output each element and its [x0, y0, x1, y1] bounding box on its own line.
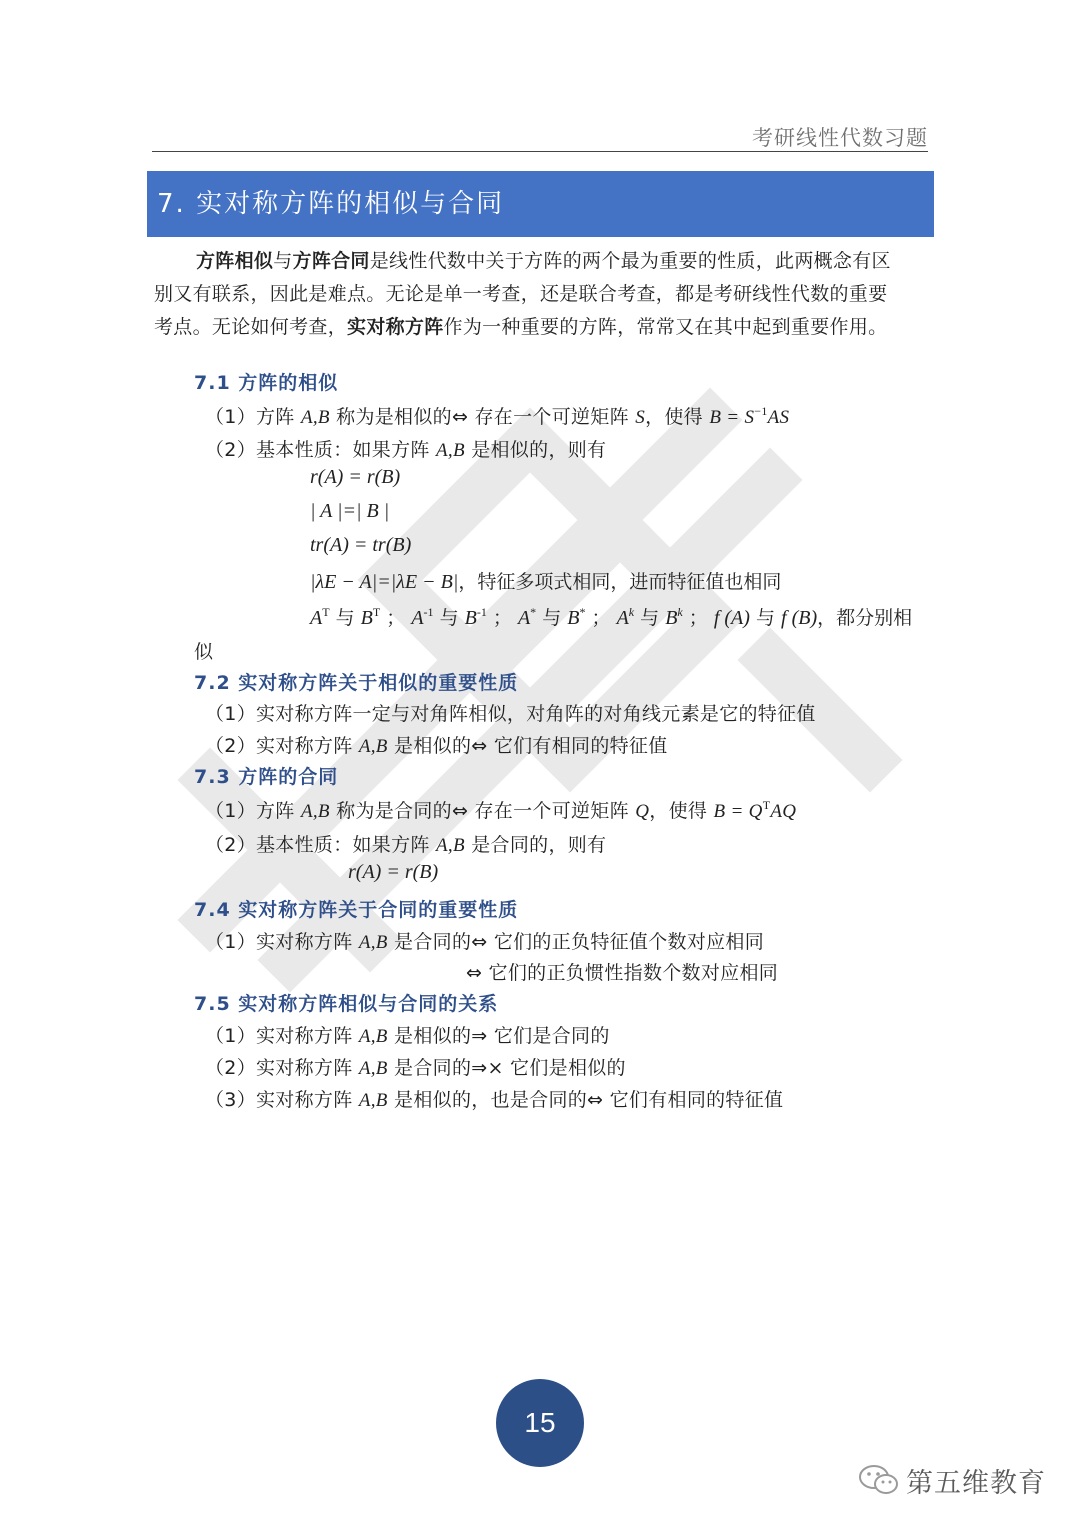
- s71-properties-line: [310, 603, 912, 630]
- text: ，特征多项式相同，进而特征值也相同: [458, 571, 782, 593]
- s71-det-equation: | A |=| B |: [310, 500, 390, 522]
- footer-brand: [858, 1460, 1046, 1500]
- s71-charpoly-equation: [310, 567, 781, 594]
- math-ab: A,B: [436, 440, 465, 461]
- subsection-7-1-title: 7.1 方阵的相似: [194, 372, 339, 394]
- math-ab: A,B: [358, 736, 388, 757]
- math-ab: A,B: [358, 1090, 388, 1111]
- text: （2）实对称方阵: [205, 735, 359, 757]
- s73-item-1: [205, 796, 796, 823]
- text: 是相似的，也是合同的⇔ 它们有相同的特征值: [387, 1089, 784, 1111]
- math-sup: T: [762, 798, 771, 812]
- text: 是合同的⇔ 它们的正负特征值个数对应相同: [387, 931, 765, 953]
- math-formula-tail: AS: [767, 407, 790, 428]
- text: （2）基本性质：如果方阵: [205, 439, 437, 461]
- math-sup: *: [579, 605, 586, 619]
- subsection-7-4-title: 7.4 实对称方阵关于合同的重要性质: [194, 899, 519, 921]
- text: 是合同的，则有: [464, 834, 607, 856]
- section-title: 7. 实对称方阵的相似与合同: [157, 189, 505, 219]
- s71-item-1: [205, 402, 789, 429]
- subsection-7-3-title: 7.3 方阵的合同: [194, 766, 339, 788]
- text: 与: [433, 607, 465, 629]
- math: A: [517, 607, 531, 629]
- math-ab: A,B: [436, 835, 465, 856]
- subsection-7-2-title: 7.2 实对称方阵关于相似的重要性质: [194, 672, 519, 694]
- text: （1）方阵: [205, 800, 301, 822]
- text: 是相似的⇔ 它们有相同的特征值: [387, 735, 668, 757]
- text: ；: [585, 607, 617, 629]
- math-s: S: [635, 407, 646, 428]
- math: A: [310, 607, 323, 629]
- s73-item-2: [205, 830, 606, 857]
- math-ab: A,B: [358, 932, 388, 953]
- math-sup: T: [372, 605, 381, 619]
- text: （1）方阵: [205, 406, 301, 428]
- intro-text: 与: [273, 250, 293, 272]
- math: f (A): [713, 607, 750, 629]
- text: （2）实对称方阵: [205, 1057, 359, 1079]
- intro-line-3: [154, 311, 930, 344]
- math-sup: *: [530, 605, 537, 619]
- s75-item-3: [205, 1085, 783, 1112]
- math: B: [360, 607, 373, 629]
- intro-line-1: [154, 245, 930, 278]
- text: ；: [682, 607, 714, 629]
- footer-brand-text: 第五维教育: [906, 1467, 1046, 1499]
- text: 与: [329, 607, 361, 629]
- text: 称为是合同的⇔ 存在一个可逆矩阵: [329, 800, 636, 822]
- text: ；: [486, 607, 518, 629]
- math: B: [567, 607, 580, 629]
- math-sup: k: [628, 605, 635, 619]
- text: 是相似的⇒ 它们是合同的: [387, 1025, 610, 1047]
- math: A: [411, 607, 424, 629]
- text: （1）实对称方阵: [205, 931, 359, 953]
- s71-wrap-text: 似: [194, 641, 214, 663]
- subsection-7-5-title: 7.5 实对称方阵相似与合同的关系: [194, 993, 499, 1015]
- text: 与: [749, 607, 782, 629]
- text: （3）实对称方阵: [205, 1089, 359, 1111]
- text: ，使得: [645, 406, 710, 428]
- math: B: [665, 607, 678, 629]
- math-ab: A,B: [358, 1058, 388, 1079]
- math-ab: A,B: [300, 801, 330, 822]
- text: ，都分别相: [817, 607, 913, 629]
- text: 与: [634, 607, 666, 629]
- term-real-symmetric: 实对称方阵: [347, 316, 444, 338]
- s71-item-2: [205, 435, 606, 462]
- s74-item-1-continued: ⇔ 它们的正负惯性指数个数对应相同: [466, 962, 779, 984]
- math-sup: -1: [423, 605, 434, 619]
- text: （1）实对称方阵: [205, 1025, 359, 1047]
- s71-trace-equation: tr(A) = tr(B): [310, 534, 412, 556]
- intro-text: 是线性代数中关于方阵的两个最为重要的性质，此两概念有区: [369, 250, 891, 272]
- text: ，使得: [649, 800, 714, 822]
- text: 是相似的，则有: [464, 439, 607, 461]
- math-charpoly: |λE − A|=|λE − B|: [310, 571, 459, 593]
- term-matrix-similarity: 方阵相似: [196, 250, 274, 272]
- text: ；: [380, 607, 412, 629]
- math-sup: T: [322, 605, 330, 619]
- header-divider: [152, 151, 928, 152]
- math-q: Q: [635, 801, 650, 822]
- s74-item-1: [205, 927, 764, 954]
- text: 与: [536, 607, 568, 629]
- math-sup: -1: [476, 605, 487, 619]
- header-title: 考研线性代数习题: [752, 126, 928, 150]
- s71-rank-equation: r(A) = r(B): [310, 466, 401, 488]
- math-formula-tail: AQ: [770, 801, 797, 822]
- page-number: 15: [524, 1407, 556, 1438]
- intro-text: 作为一种重要的方阵，常常又在其中起到重要作用。: [443, 316, 888, 338]
- math: A: [616, 607, 629, 629]
- wechat-icon: [858, 1463, 900, 1497]
- s75-item-2: [205, 1053, 626, 1080]
- page-number-badge: [496, 1379, 584, 1467]
- text: 称为是相似的⇔ 存在一个可逆矩阵: [329, 406, 636, 428]
- s75-item-1: [205, 1021, 610, 1048]
- s73-rank-equation: r(A) = r(B): [348, 861, 439, 883]
- text: （2）基本性质：如果方阵: [205, 834, 437, 856]
- section-title-bar: [147, 171, 934, 237]
- s72-item-1: （1）实对称方阵一定与对角阵相似，对角阵的对角线元素是它的特征值: [205, 703, 816, 725]
- math: B: [464, 607, 477, 629]
- math-formula: B = Q: [713, 801, 763, 822]
- math-sup: −1: [754, 404, 768, 418]
- intro-text: 考点。无论如何考查，: [154, 316, 348, 338]
- math-formula: B = S: [709, 407, 755, 428]
- math-ab: A,B: [300, 407, 330, 428]
- term-matrix-congruence: 方阵合同: [292, 250, 370, 272]
- math: f (B): [781, 607, 818, 629]
- math-ab: A,B: [358, 1026, 388, 1047]
- s72-item-2: [205, 731, 668, 758]
- text: 是合同的⇒× 它们是相似的: [387, 1057, 626, 1079]
- math-sup: k: [677, 605, 683, 619]
- intro-line-2: 别又有联系，因此是难点。无论是单一考查，还是联合考查，都是考研线性代数的重要: [154, 283, 888, 305]
